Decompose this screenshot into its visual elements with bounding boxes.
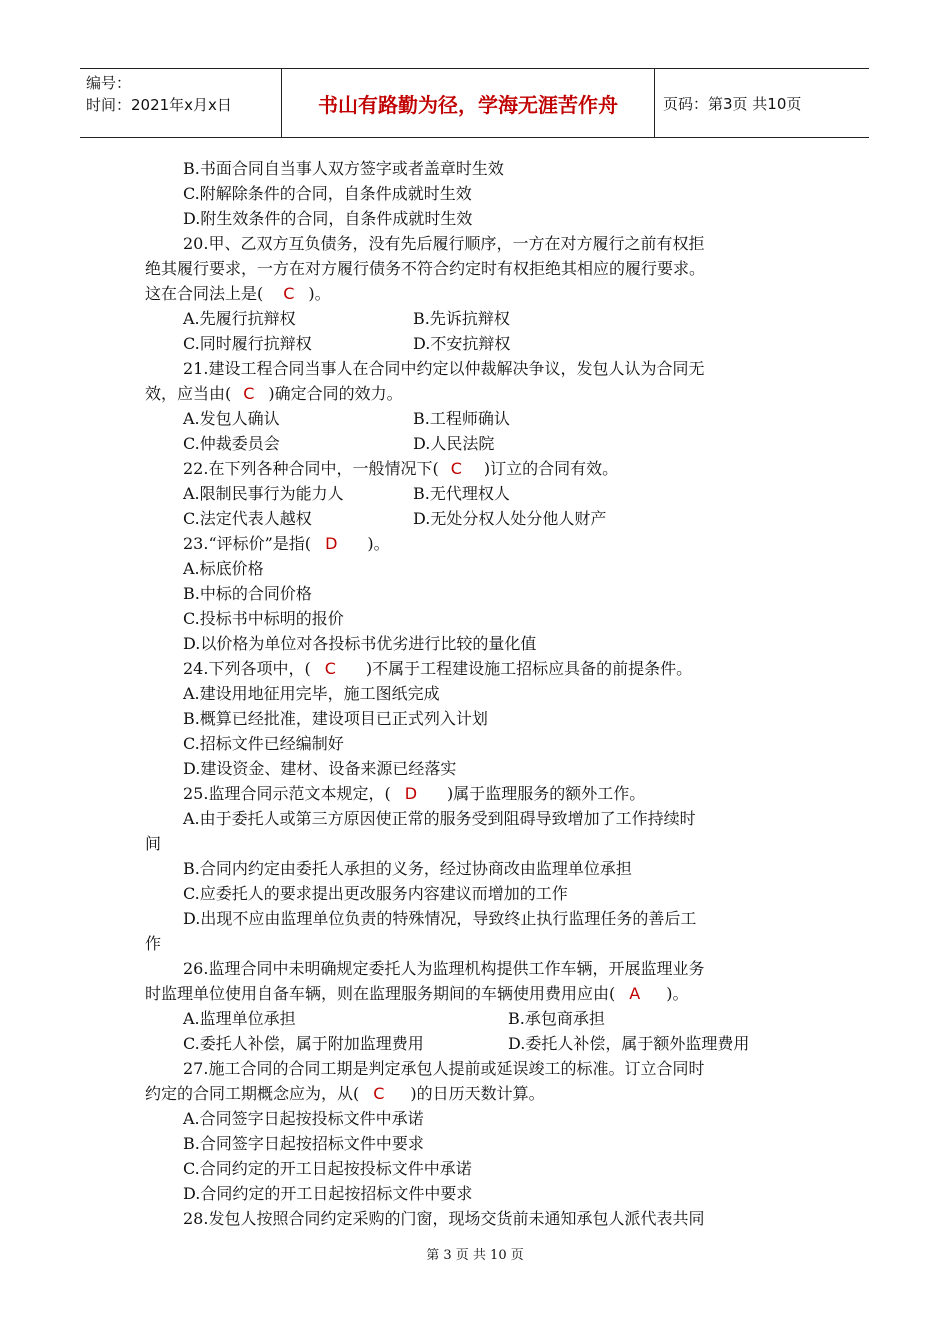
page-footer: 第 3 页 共 10 页 xyxy=(426,1248,524,1263)
option-row: C.同时履行抗辩权 D.不安抗辩权 xyxy=(183,334,511,353)
option-line: D.建设资金、建材、设备来源已经落实 xyxy=(183,759,457,778)
option-line: D.出现不应由监理单位负责的特殊情况，导致终止执行监理任务的善后工 xyxy=(183,909,697,928)
question-27-line1: 27.施工合同的合同工期是判定承包人提前或延误竣工的标准。订立合同时 xyxy=(183,1059,705,1078)
question-23: 23.“评标价”是指( D )。 xyxy=(183,534,390,553)
option-line: B.中标的合同价格 xyxy=(183,584,312,603)
option-line: D.以价格为单位对各投标书优劣进行比较的量化值 xyxy=(183,634,537,653)
answer-q26: A xyxy=(629,984,641,1003)
option-line: D.附生效条件的合同，自条件成就时生效 xyxy=(183,209,473,228)
answer-q20: C xyxy=(283,284,295,303)
option-line: B.概算已经批准，建设项目已正式列入计划 xyxy=(183,709,488,728)
option-line: A.合同签字日起按投标文件中承诺 xyxy=(183,1109,424,1128)
answer-q27: C xyxy=(373,1084,385,1103)
question-26-line1: 26.监理合同中未明确规定委托人为监理机构提供工作车辆，开展监理业务 xyxy=(183,959,705,978)
option-line: B.合同内约定由委托人承担的义务，经过协商改由监理单位承担 xyxy=(183,859,632,878)
page-header xyxy=(80,68,869,138)
number-label: 编号： xyxy=(86,74,132,92)
option-line: B.书面合同自当事人双方签字或者盖章时生效 xyxy=(183,159,504,178)
question-20-line1: 20.甲、乙双方互负债务，没有先后履行顺序，一方在对方履行之前有权拒 xyxy=(183,234,705,253)
option-line: C.招标文件已经编制好 xyxy=(183,734,344,753)
question-21-line2: 效，应当由( C )确定合同的效力。 xyxy=(145,384,403,403)
option-line-wrap: 间 xyxy=(145,834,162,853)
option-line-wrap: 作 xyxy=(145,934,162,953)
option-line: B.合同签字日起按招标文件中要求 xyxy=(183,1134,424,1153)
header-motto: 书山有路勤为径，学海无涯苦作舟 xyxy=(282,69,655,137)
question-26-line2: 时监理单位使用自备车辆，则在监理服务期间的车辆使用费用应由( A )。 xyxy=(145,984,689,1003)
option-line: C.合同约定的开工日起按投标文件中承诺 xyxy=(183,1159,472,1178)
question-20-line3: 这在合同法上是( C )。 xyxy=(145,284,331,303)
option-row: A.限制民事行为能力人 B.无代理权人 xyxy=(183,484,510,503)
option-row: A.发包人确认 B.工程师确认 xyxy=(183,409,510,428)
question-20-line2: 绝其履行要求，一方在对方履行债务不符合约定时有权拒绝其相应的履行要求。 xyxy=(145,259,706,278)
question-21-line1: 21.建设工程合同当事人在合同中约定以仲裁解决争议，发包人认为合同无 xyxy=(183,359,705,378)
option-row: A.监理单位承担 B.承包商承担 xyxy=(183,1009,605,1028)
answer-q24: C xyxy=(324,659,336,678)
answer-q22: C xyxy=(450,459,462,478)
header-meta xyxy=(80,69,282,137)
option-row: C.委托人补偿，属于附加监理费用 D.委托人补偿，属于额外监理费用 xyxy=(183,1034,750,1053)
question-22: 22.在下列各种合同中，一般情况下( C )订立的合同有效。 xyxy=(183,459,619,478)
option-line: A.建设用地征用完毕，施工图纸完成 xyxy=(183,684,440,703)
question-28-line1: 28.发包人按照合同约定采购的门窗，现场交货前未通知承包人派代表共同 xyxy=(183,1209,705,1228)
option-line: A.标底价格 xyxy=(183,559,264,578)
answer-q21: C xyxy=(243,384,255,403)
option-row: C.法定代表人越权 D.无处分权人处分他人财产 xyxy=(183,509,607,528)
option-line: D.合同约定的开工日起按招标文件中要求 xyxy=(183,1184,473,1203)
option-row: A.先履行抗辩权 B.先诉抗辩权 xyxy=(183,309,510,328)
option-line: C.附解除条件的合同，自条件成就时生效 xyxy=(183,184,472,203)
option-line: A.由于委托人或第三方原因使正常的服务受到阻碍导致增加了工作持续时 xyxy=(183,809,696,828)
option-line: C.应委托人的要求提出更改服务内容建议而增加的工作 xyxy=(183,884,568,903)
option-row: C.仲裁委员会 D.人民法院 xyxy=(183,434,495,453)
header-page-info: 页码：第3页 共10页 xyxy=(663,94,802,113)
question-24: 24.下列各项中，( C )不属于工程建设施工招标应具备的前提条件。 xyxy=(183,659,693,678)
time-label: 时间：2021年x月x日 xyxy=(86,96,232,114)
question-25: 25.监理合同示范文本规定，( D )属于监理服务的额外工作。 xyxy=(183,784,646,803)
answer-q23: D xyxy=(325,534,338,553)
option-line: C.投标书中标明的报价 xyxy=(183,609,344,628)
question-27-line2: 约定的合同工期概念应为，从( C )的日历天数计算。 xyxy=(145,1084,545,1103)
answer-q25: D xyxy=(404,784,418,803)
